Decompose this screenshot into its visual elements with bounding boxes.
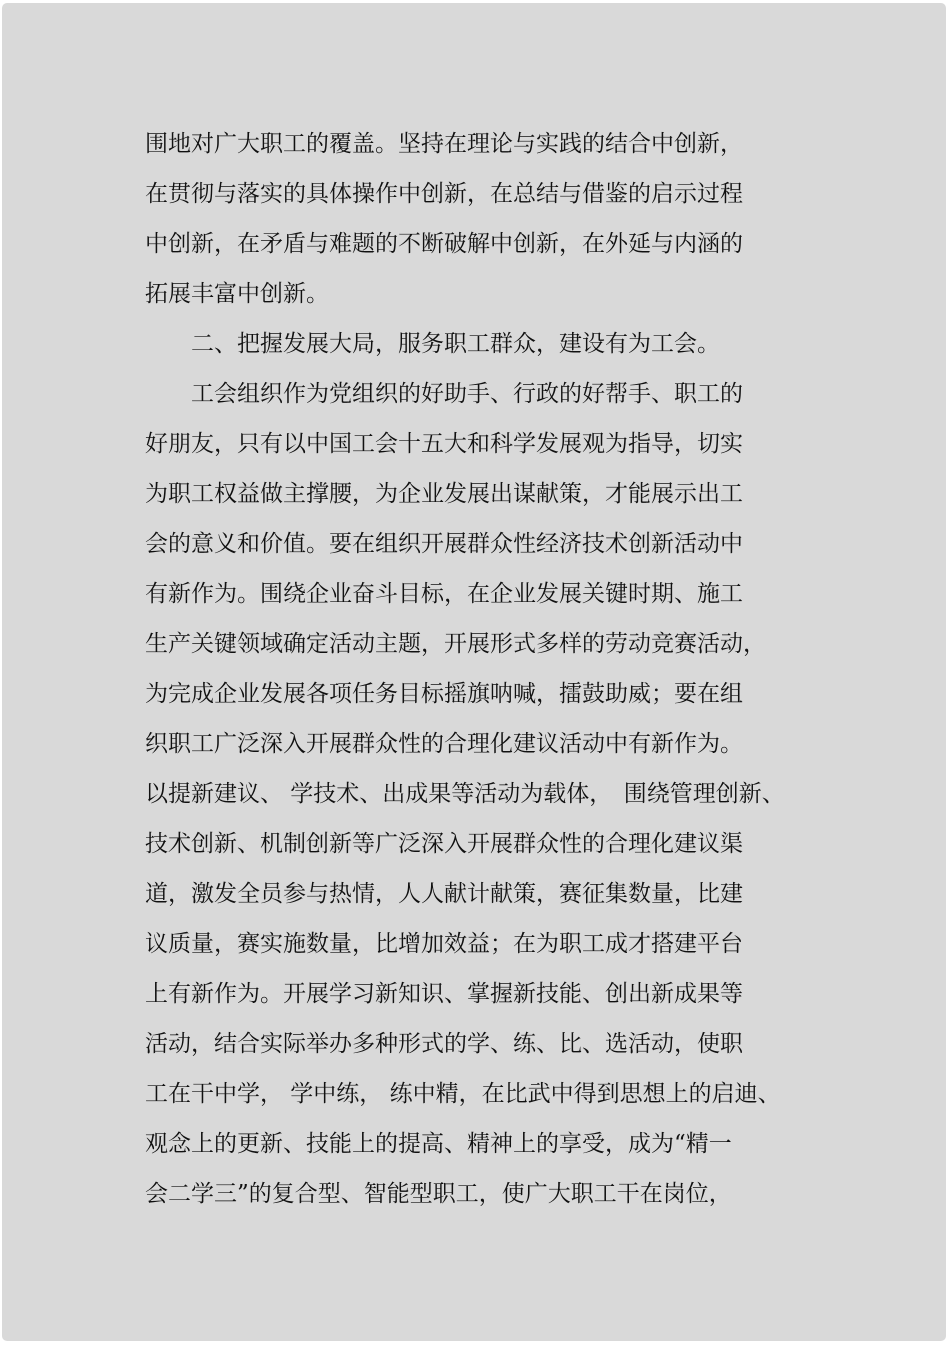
text-line: 中创新，在矛盾与难题的不断破解中创新，在外延与内涵的 <box>145 231 743 257</box>
text-line: 好朋友，只有以中国工会十五大和科学发展观为指导，切实 <box>145 431 743 457</box>
text-line: 议质量，赛实施数量，比增加效益；在为职工成才搭建平台 <box>145 931 743 957</box>
text-line: 为完成企业发展各项任务目标摇旗呐喊，擂鼓助威；要在组 <box>145 681 743 707</box>
text-line: 围地对广大职工的覆盖。坚持在理论与实践的结合中创新， <box>145 131 743 157</box>
text-line: 拓展丰富中创新。 <box>145 281 329 307</box>
body-text <box>145 119 825 1219</box>
text-line: 工会组织作为党组织的好助手、行政的好帮手、职工的 <box>145 381 743 407</box>
section-heading: 二、把握发展大局，服务职工群众，建设有为工会。 <box>145 331 720 357</box>
text-line: 生产关键领域确定活动主题，开展形式多样的劳动竞赛活动， <box>145 631 766 657</box>
text-line: 以提新建议、 学技术、出成果等活动为载体， 围绕管理创新、 <box>145 781 785 807</box>
text-line: 会二学三”的复合型、智能型职工，使广大职工干在岗位， <box>145 1181 732 1207</box>
text-line: 工在干中学， 学中练， 练中精，在比武中得到思想上的启迪、 <box>145 1081 781 1107</box>
text-line: 会的意义和价值。要在组织开展群众性经济技术创新活动中 <box>145 531 743 557</box>
text-line: 道，激发全员参与热情，人人献计献策，赛征集数量，比建 <box>145 881 743 907</box>
text-line: 上有新作为。开展学习新知识、掌握新技能、创出新成果等 <box>145 981 743 1007</box>
text-line: 织职工广泛深入开展群众性的合理化建议活动中有新作为。 <box>145 731 743 757</box>
text-line: 有新作为。围绕企业奋斗目标，在企业发展关键时期、施工 <box>145 581 743 607</box>
text-line: 技术创新、机制创新等广泛深入开展群众性的合理化建议渠 <box>145 831 743 857</box>
text-line: 在贯彻与落实的具体操作中创新，在总结与借鉴的启示过程 <box>145 181 743 207</box>
document-page <box>2 3 946 1341</box>
text-line: 为职工权益做主撑腰，为企业发展出谋献策，才能展示出工 <box>145 481 743 507</box>
text-line: 观念上的更新、技能上的提高、精神上的享受，成为“精一 <box>145 1131 732 1157</box>
text-line: 活动，结合实际举办多种形式的学、练、比、选活动，使职 <box>145 1031 743 1057</box>
